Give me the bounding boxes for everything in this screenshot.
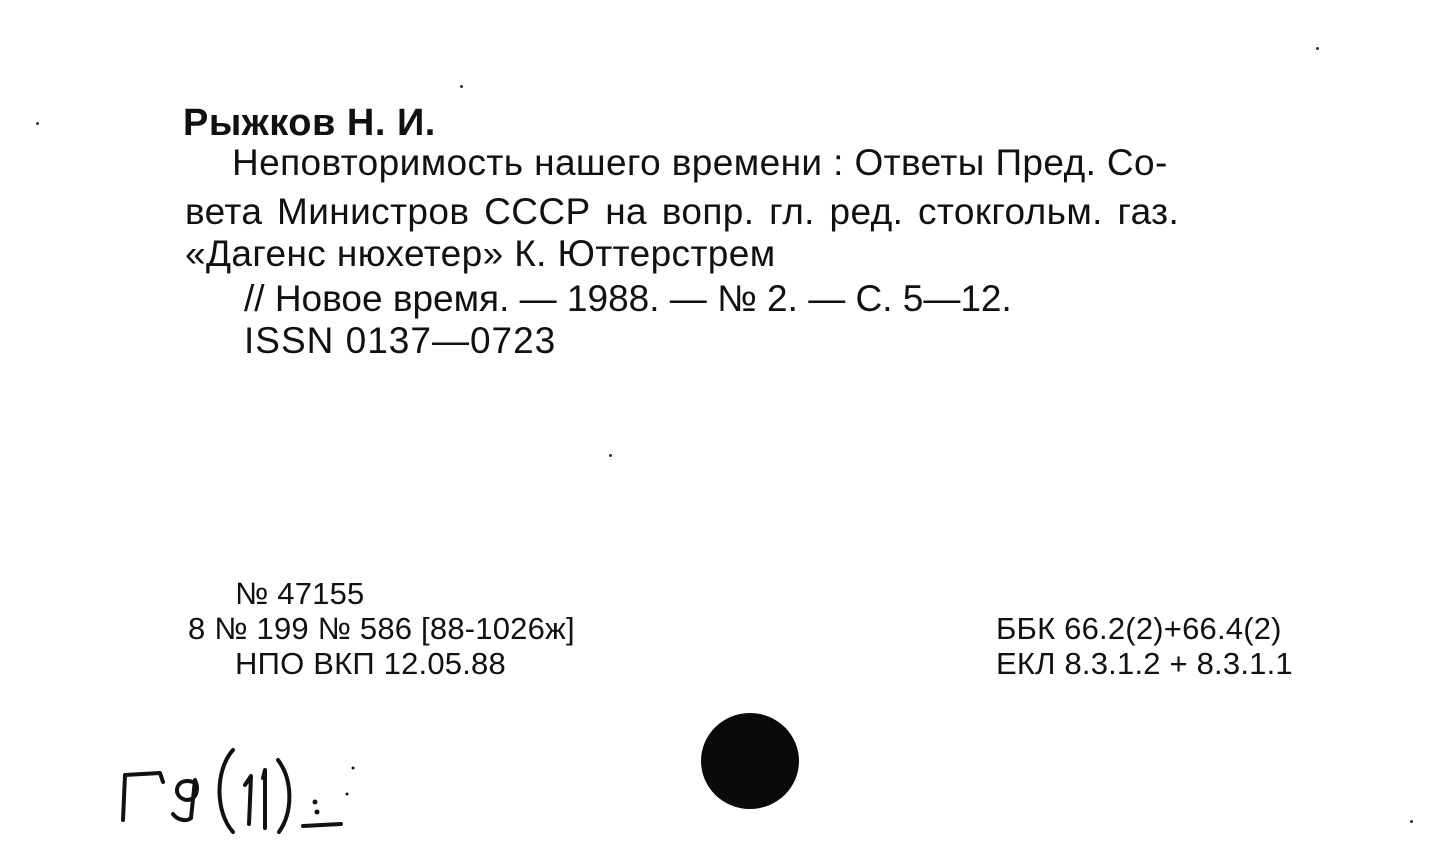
title-line-3: «Дагенс нюхетер» К. Юттерстрем <box>185 233 776 274</box>
title-line-2: вета Министров СССР на вопр. гл. ред. стокгольм. газ. <box>185 191 1180 232</box>
scan-speck <box>460 85 463 88</box>
record-number: № 47155 <box>235 576 365 611</box>
source-citation: // Новое время. — 1988. — № 2. — С. 5—12. <box>244 278 1012 319</box>
publisher-info: НПО ВКП 12.05.88 <box>235 646 506 681</box>
scan-speck <box>609 454 612 457</box>
bbk-classification: ББК 66.2(2)+66.4(2) <box>996 611 1282 646</box>
printing-info: 8 № 199 № 586 [88-1026ж] <box>188 611 575 646</box>
ekl-classification: ЕКЛ 8.3.1.2 + 8.3.1.1 <box>996 646 1293 681</box>
author-heading: Рыжков Н. И. <box>183 102 436 144</box>
scan-speck <box>1316 47 1319 50</box>
punched-hole <box>701 713 799 809</box>
handwritten-shelfmark <box>115 740 365 840</box>
scan-speck <box>36 122 39 125</box>
issn-number: ISSN 0137—0723 <box>244 320 557 361</box>
scan-speck <box>1410 820 1413 823</box>
title-line-1: Неповторимость нашего времени : Ответы Пред. Со- <box>232 142 1168 183</box>
